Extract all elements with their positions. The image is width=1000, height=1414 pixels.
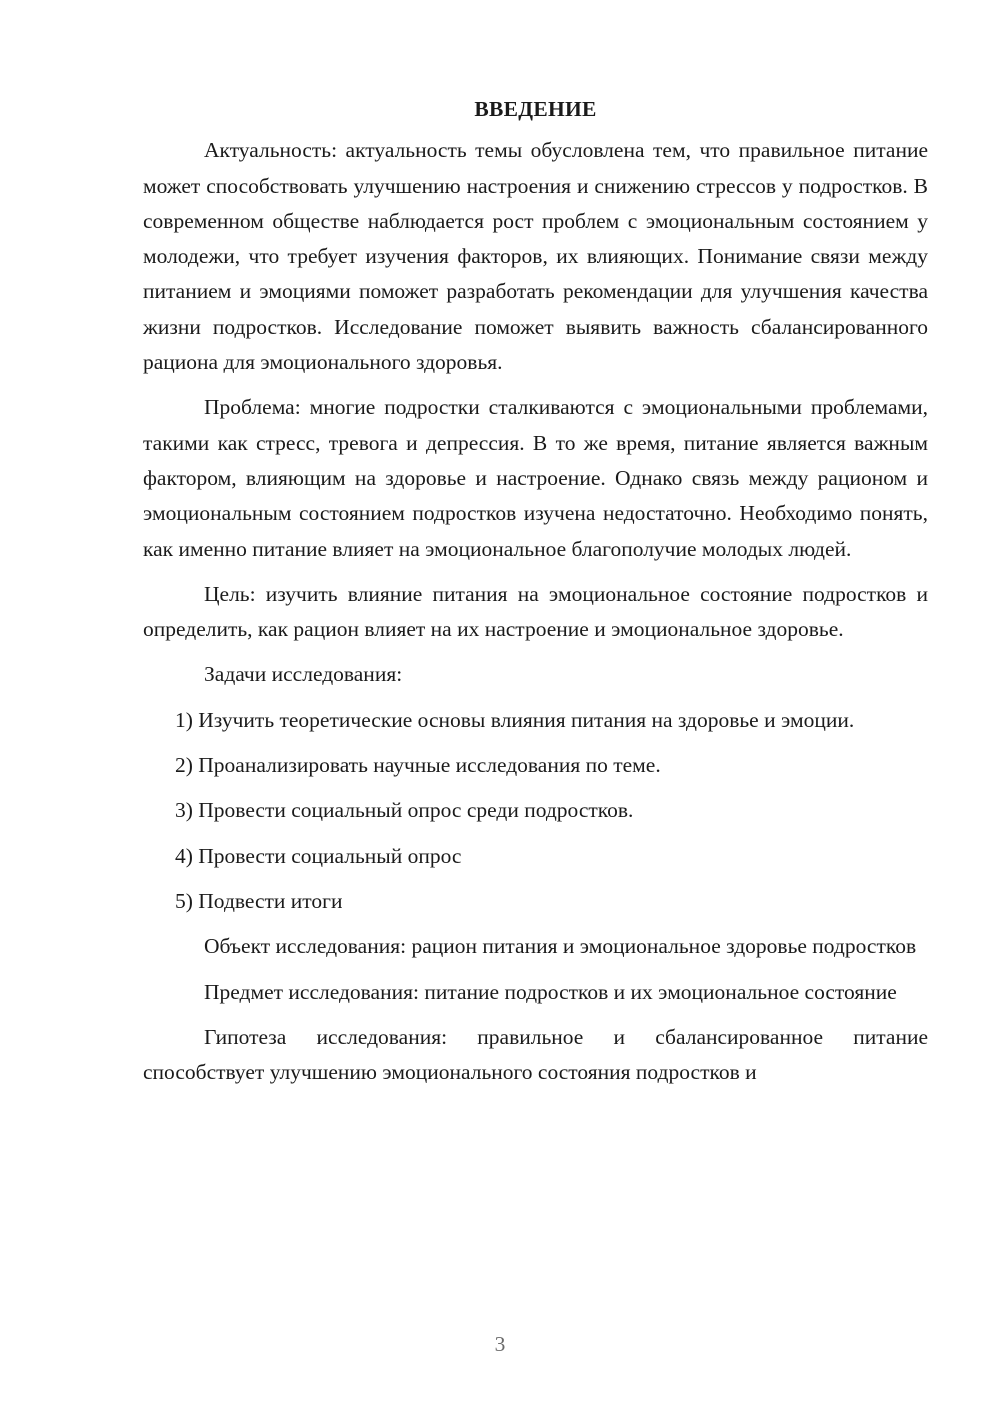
- task-item: 2) Проанализировать научные исследования по теме.: [175, 753, 661, 778]
- task-item: 1) Изучить теоретические основы влияния питания на здоровье и эмоции.: [175, 707, 855, 732]
- tasks-heading: Задачи исследования:: [204, 662, 403, 687]
- page-number: 3: [494, 1332, 506, 1356]
- page-content: [143, 92, 928, 1100]
- task-item: 3) Провести социальный опрос среди подростков.: [175, 798, 634, 823]
- task-item: 5) Подвести итоги: [175, 888, 343, 913]
- problem-paragraph: Проблема: многие подростки сталкиваются с эмоциональными проблемами, такими как стресс, тревога и депрессия. В то же время, питание является важным фактором, влияющим на здоровье и настроение. Однако связь между рационом и эмоциональным состоянием подростков изучена недостаточно. Необходимо понять, как именно питание влияет на эмоциональное благополучие молодых людей.: [143, 395, 928, 561]
- hypothesis-paragraph: Гипотеза исследования: правильное и сбалансированное питание способствует улучшению эмоционального состояния подростков и: [143, 1024, 928, 1085]
- subject-paragraph: Предмет исследования: питание подростков и их эмоциональное состояние: [204, 979, 897, 1004]
- relevance-paragraph: Актуальность: актуальность темы обусловлена тем, что правильное питание может способствовать улучшению настроения и снижению стрессов у подростков. В современном обществе наблюдается рост проблем с эмоциональным состоянием у молодежи, что требует изучения факторов, их влияющих. Понимание связи между питанием и эмоциями поможет разработать рекомендации для улучшения качества жизни подростков. Исследование поможет выявить важность сбалансированного рациона для эмоционального здоровья.: [143, 138, 928, 375]
- section-title: ВВЕДЕНИЕ: [474, 97, 597, 121]
- goal-paragraph: Цель: изучить влияние питания на эмоциональное состояние подростков и определить, как рацион влияет на их настроение и эмоциональное здоровье.: [143, 581, 928, 642]
- task-item: 4) Провести социальный опрос: [175, 843, 462, 868]
- object-paragraph: Объект исследования: рацион питания и эмоциональное здоровье подростков: [204, 934, 917, 959]
